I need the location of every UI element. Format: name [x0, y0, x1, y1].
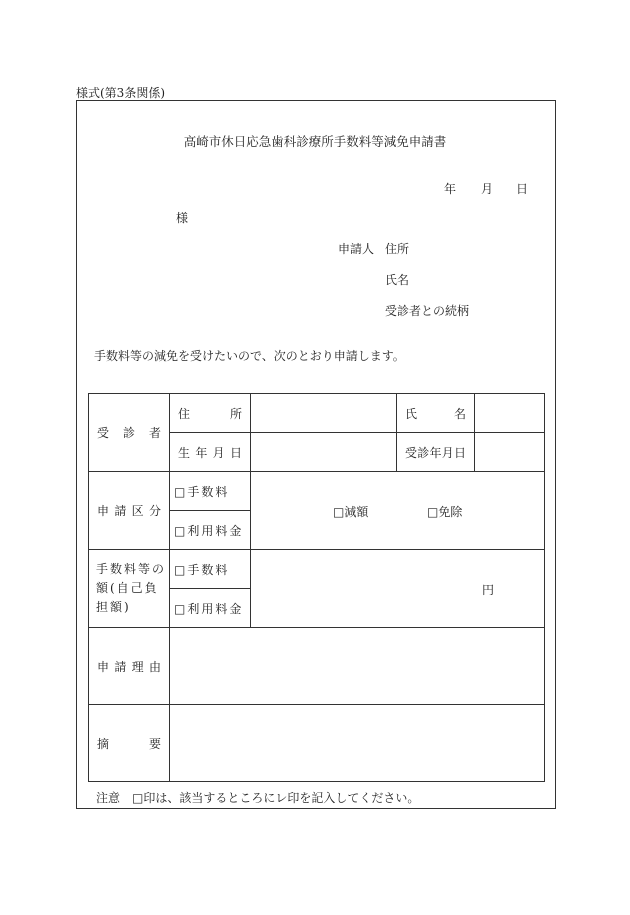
date-year: 年 — [444, 182, 457, 196]
reduction-exemption-cell — [251, 472, 545, 550]
applicant-address-label: 住所 — [385, 242, 410, 256]
date-month: 月 — [481, 182, 494, 196]
applicant-heading: 申請人 — [338, 242, 375, 256]
date-day: 日 — [516, 182, 529, 196]
amount-usage-fee-option[interactable] — [170, 589, 251, 628]
remarks-field[interactable] — [170, 705, 545, 782]
visit-date-label: 受 診 年 月 日 — [405, 445, 466, 460]
applicant-relation-label: 受診者との続柄 — [385, 304, 470, 318]
remarks-label-cell — [89, 705, 170, 782]
visit-date-label-cell — [397, 433, 475, 472]
applicant-name-label: 氏名 — [385, 273, 410, 287]
amount-label-line-2: 額(自己負 — [96, 581, 159, 595]
yen-unit: 円 — [482, 582, 495, 597]
birthdate-label-cell — [170, 433, 251, 472]
remarks-label: 摘 要 — [97, 736, 161, 751]
reason-field[interactable] — [170, 628, 545, 705]
patient-name-field[interactable] — [475, 394, 545, 433]
patient-name-label: 氏 名 — [405, 406, 466, 421]
category-fee-text: □手数料 — [174, 484, 230, 499]
amount-fee-text: □手数料 — [174, 562, 230, 577]
patient-name-label-cell — [397, 394, 475, 433]
category-label-cell — [89, 472, 170, 550]
exemption-option[interactable]: □免除 — [427, 504, 463, 519]
reason-label-cell — [89, 628, 170, 705]
amount-fee-option[interactable] — [170, 550, 251, 589]
patient-address-field[interactable] — [251, 394, 397, 433]
birthdate-field[interactable] — [251, 433, 397, 472]
amount-label-line-1: 手数料等の — [96, 562, 167, 576]
birthdate-label: 生 年 月 日 — [178, 445, 242, 460]
addressee-suffix: 様 — [176, 211, 189, 225]
patient-address-label-cell — [170, 394, 251, 433]
patient-address-label: 住 所 — [178, 406, 242, 421]
amount-label-cell — [89, 550, 170, 628]
form-style-label: 様式(第3条関係) — [76, 86, 165, 100]
reason-label: 申 請 理 由 — [97, 659, 161, 674]
category-usage-fee-option[interactable] — [170, 511, 251, 550]
category-fee-option[interactable] — [170, 472, 251, 511]
visit-date-field[interactable] — [475, 433, 545, 472]
note-text: 注意 □印は、該当するところにレ印を記入してください。 — [96, 791, 420, 805]
amount-label-line-3: 担額) — [96, 600, 131, 614]
category-label: 申 請 区 分 — [97, 504, 161, 518]
intro-text: 手数料等の減免を受けたいので、次のとおり申請します。 — [94, 349, 405, 363]
application-table — [88, 393, 545, 782]
patient-label-cell — [89, 394, 170, 472]
category-usage-fee-text: □利用料金 — [174, 523, 244, 538]
reduction-option[interactable]: □減額 — [333, 504, 369, 519]
form-title: 高崎市休日応急歯科診療所手数料等減免申請書 — [183, 134, 447, 149]
amount-usage-fee-text: □利用料金 — [174, 601, 244, 616]
amount-field[interactable] — [251, 550, 545, 628]
patient-label: 受 診 者 — [97, 426, 161, 440]
